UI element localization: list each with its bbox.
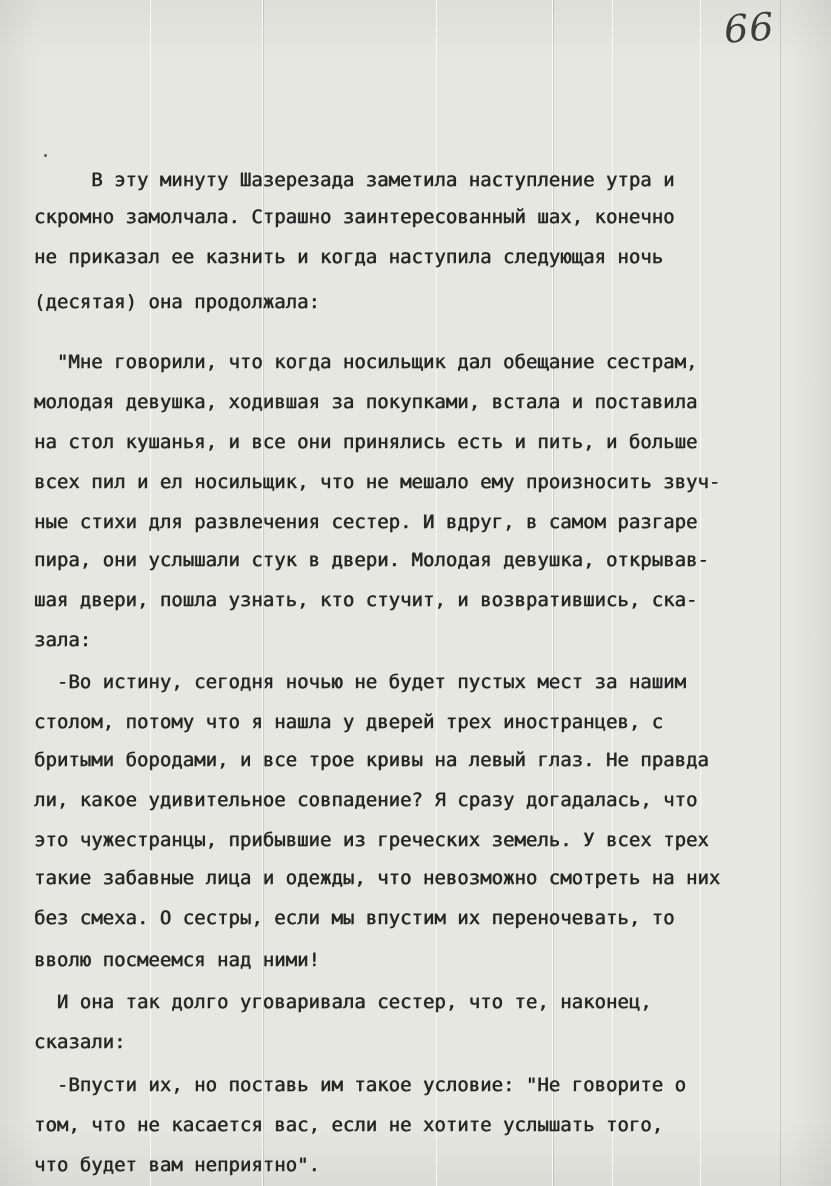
page-number: 66 [722,4,776,52]
text-line: это чужестранцы, прибывшие из греческих земель. У всех трех [34,829,709,851]
text-line: "Мне говорили, что когда носильщик дал обещание сестрам, [34,351,698,373]
text-line: пира, они услышали стук в двери. Молодая девушка, открывав- [34,549,709,571]
text-line: что будет вам неприятно". [34,1154,320,1176]
text-line: вволю посмеемся над ними! [34,949,320,971]
text-line: на стол кушанья, и все они принялись есть и пить, и больше [34,431,698,453]
text-line: -Впусти их, но поставь им такое условие: "Не говорите о [34,1074,687,1096]
text-line: не приказал ее казнить и когда наступила следующая ночь [34,246,664,268]
ink-speck [44,154,47,157]
text-line: шая двери, пошла узнать, кто стучит, и возвратившись, ска- [34,589,698,611]
text-line: ные стихи для развлечения сестер. И вдруг, в самом разгаре [34,511,698,533]
text-line: сказали: [34,1031,126,1053]
scan-streak [700,0,701,1186]
text-line: В эту минуту Шазерезада заметила наступление утра и [34,169,675,191]
scan-streak [780,0,781,1186]
text-line: (десятая) она продолжала: [34,291,320,313]
text-line: зала: [34,629,92,651]
text-line: -Во истину, сегодня ночью не будет пустых мест за нашим [34,671,687,693]
text-line: том, что не касается вас, если не хотите услышать того, [34,1114,664,1136]
text-line: бритыми бородами, и все трое кривы на левый глаз. Не правда [34,749,709,771]
text-line: скромно замолчала. Страшно заинтересованный шах, конечно [34,206,675,228]
text-line: молодая девушка, ходившая за покупками, встала и поставила [34,391,698,413]
text-line: столом, потому что я нашла у дверей трех иностранцев, с [34,711,664,733]
text-line: всех пил и ел носильщик, что не мешало ему произносить звуч- [34,471,721,493]
text-line: И она так долго уговаривала сестер, что те, наконец, [34,991,652,1013]
text-line: ли, какое удивительное совпадение? Я сразу догадалась, что [34,789,698,811]
text-line: такие забавные лица и одежды, что невозможно смотреть на них [34,867,721,889]
text-line: без смеха. О сестры, если мы впустим их переночевать, то [34,907,675,929]
